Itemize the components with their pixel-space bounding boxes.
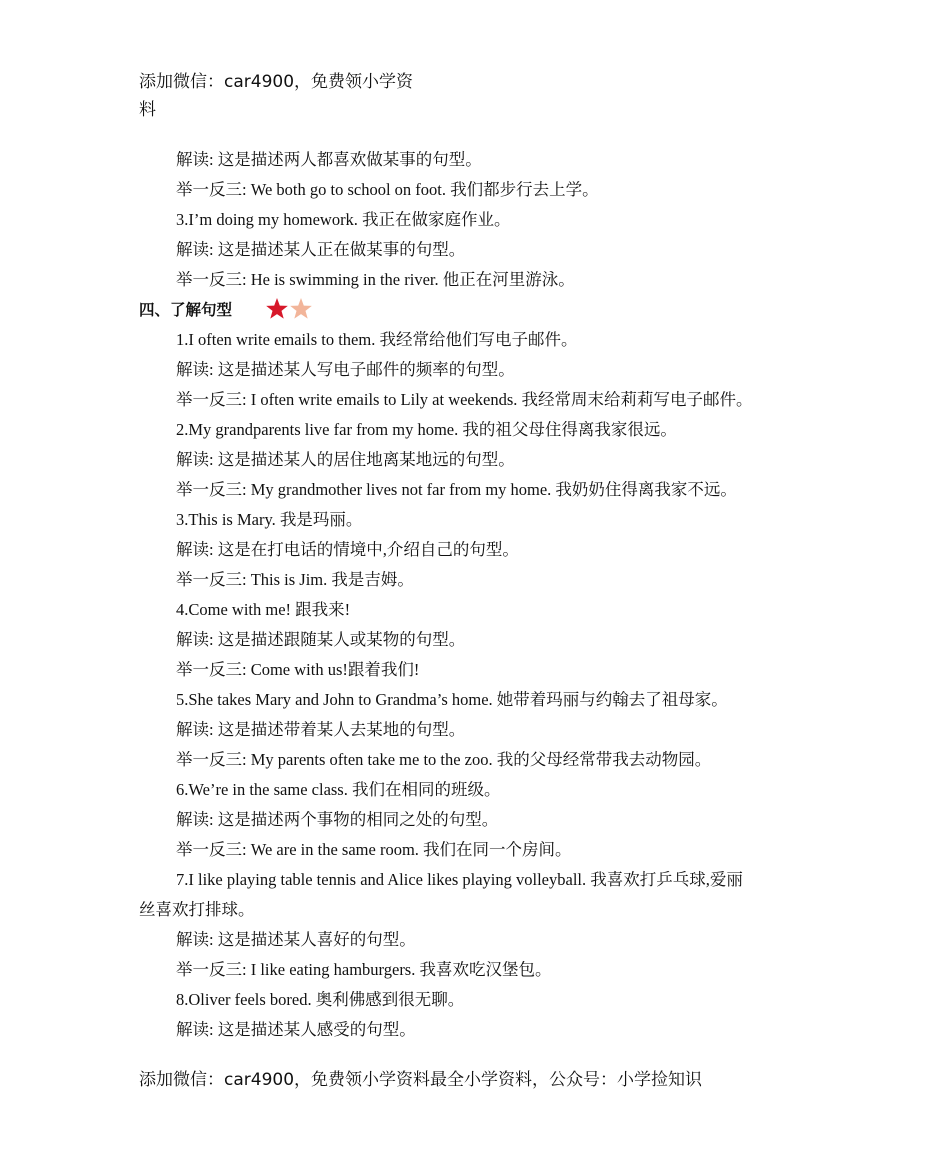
text-line: 举一反三: I often write emails to Lily at weekends. 我经常周末给莉莉写电子邮件。 [176,390,753,409]
text-line: 6.We’re in the same class. 我们在相同的班级。 [176,780,501,799]
filled-star-icon [266,298,288,319]
star-rating-icon [265,297,313,321]
text-line: 解读: 这是描述某人感受的句型。 [176,1020,416,1039]
text-line: 4.Come with me! 跟我来! [176,600,351,619]
footer-watermark: 添加微信：car4900，免费领小学资料最全小学资料，公众号：小学捡知识 [139,1070,703,1090]
text-line: 解读: 这是描述某人正在做某事的句型。 [176,240,466,259]
text-line: 举一反三: He is swimming in the river. 他正在河里游泳。 [176,270,575,289]
text-line: 举一反三: We both go to school on foot. 我们都步行去上学。 [176,180,599,199]
text-line: 5.She takes Mary and John to Grandma’s home. 她带着玛丽与约翰去了祖母家。 [176,690,728,709]
header-line-2: 料 [139,100,156,120]
text-line: 2.My grandparents live far from my home. 我的祖父母住得离我家很远。 [176,420,677,439]
text-line: 解读: 这是描述带着某人去某地的句型。 [176,720,466,739]
text-line: 举一反三: Come with us!跟着我们! [176,660,420,679]
section-heading [139,295,819,325]
text-line: 举一反三: We are in the same room. 我们在同一个房间。 [176,840,572,859]
section-title-text: 四、了解句型 [139,301,233,319]
text-line: 8.Oliver feels bored. 奥利佛感到很无聊。 [176,990,465,1009]
header-watermark [139,68,459,124]
lines-after-section [139,325,819,1045]
text-line: 3.This is Mary. 我是玛丽。 [176,510,363,529]
text-line: 解读: 这是描述跟随某人或某物的句型。 [176,630,466,649]
text-line: 7.I like playing table tennis and Alice likes playing volleyball. 我喜欢打乒乓球,爱丽 [176,870,743,889]
text-line: 举一反三: I like eating hamburgers. 我喜欢吃汉堡包。 [176,960,552,979]
header-line-1: 添加微信：car4900，免费领小学资 [139,72,414,92]
text-line: 举一反三: My parents often take me to the zoo. 我的父母经常带我去动物园。 [176,750,712,769]
text-line: 解读: 这是描述某人喜好的句型。 [176,930,416,949]
lines-before-section [139,145,819,295]
document-body [139,145,819,1045]
text-line: 解读: 这是描述某人写电子邮件的频率的句型。 [176,360,515,379]
text-line: 3.I’m doing my homework. 我正在做家庭作业。 [176,210,511,229]
text-line: 解读: 这是描述两个事物的相同之处的句型。 [176,810,499,829]
text-line: 举一反三: My grandmother lives not far from my home. 我奶奶住得离我家不远。 [176,480,737,499]
text-line: 解读: 这是描述某人的居住地离某地远的句型。 [176,450,515,469]
text-line-continuation: 丝喜欢打排球。 [139,900,255,919]
text-line: 举一反三: This is Jim. 我是吉姆。 [176,570,414,589]
text-line: 解读: 这是在打电话的情境中,介绍自己的句型。 [176,540,519,559]
text-line: 解读: 这是描述两人都喜欢做某事的句型。 [176,150,482,169]
text-line: 1.I often write emails to them. 我经常给他们写电子邮件。 [176,330,578,349]
faded-star-icon [290,298,312,319]
